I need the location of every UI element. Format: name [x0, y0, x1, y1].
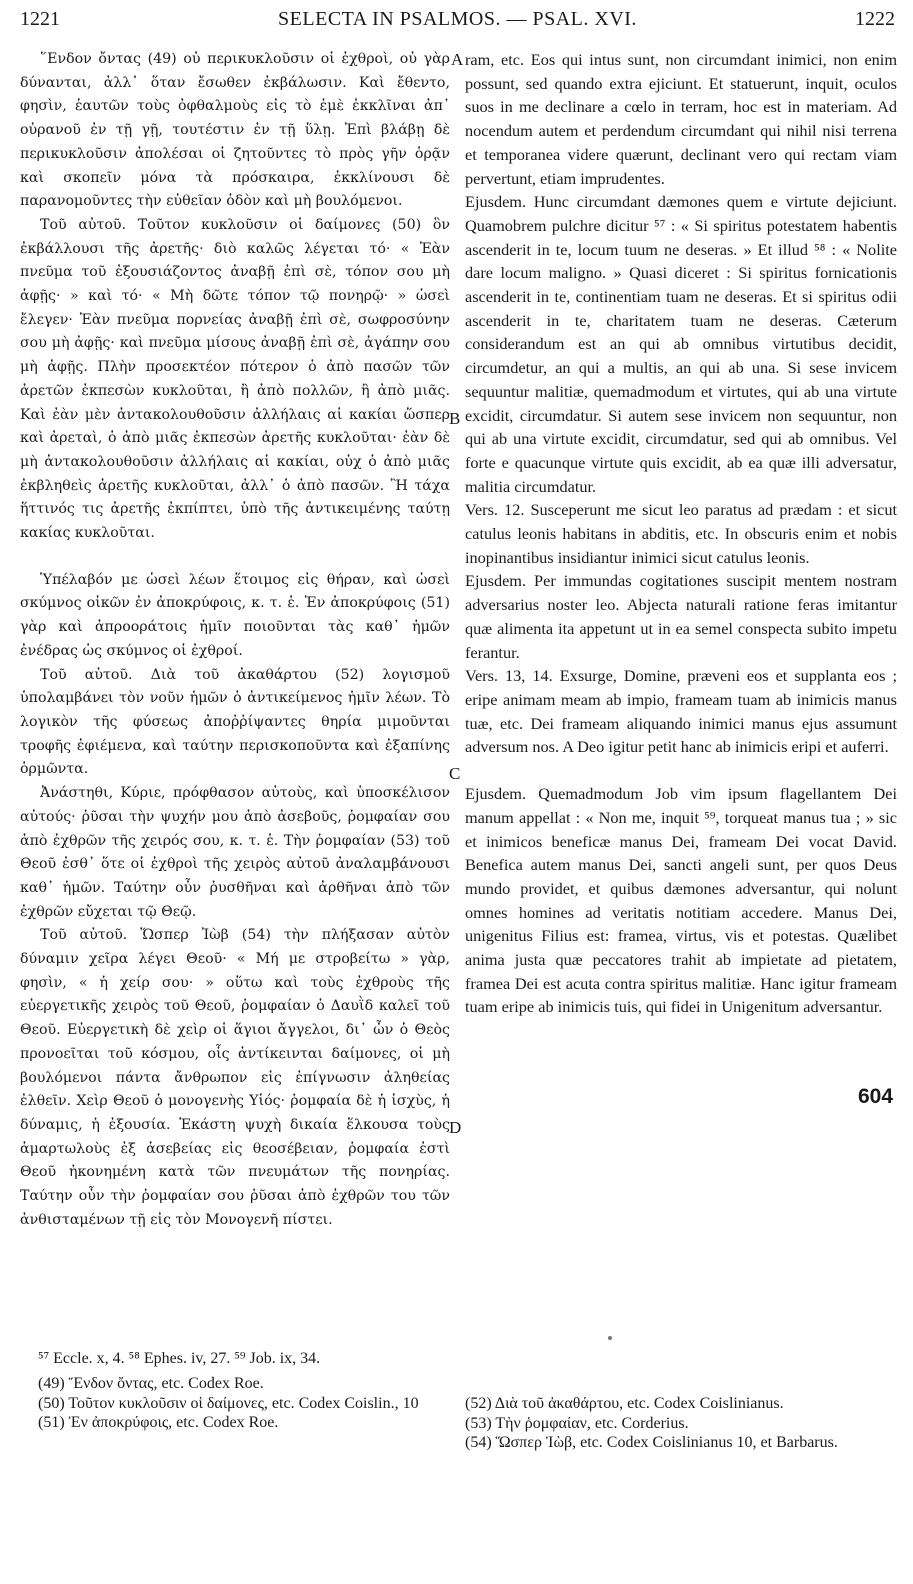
margin-letter-b: B [449, 409, 461, 428]
footnote: (50) Τοῦτον κυκλοῦσιν οἱ δαίμονες, etc. Codex Coislin., 10 [38, 1394, 419, 1412]
separator-dot [608, 1336, 612, 1340]
footnote: (51) Ἐν ἀποκρύφοις, etc. Codex Roe. [38, 1414, 279, 1431]
greek-paragraph: Τοῦ αὐτοῦ. Ὥσπερ Ἰὼβ (54) τὴν πλήξασαν αὐτὸν δύναμιν χεῖρα λέγει Θεοῦ· « Μή με στροβείτω » γὰρ, φησὶν, « ἡ χείρ σου· » οὕτω καὶ τοὺς ἐχθροὺς τῆς εὐεργετικῆς χειρὸς τοῦ Θεοῦ, ῥομφαίαν ὁ Δαυῒδ καλεῖ τοῦ Θεοῦ. Εὐεργετικὴ δὲ χεὶρ οἱ ἅγιοι ἄγγελοι, δι᾿ ὧν ὁ Θεὸς προνοεῖται τοῦ κόσμου, οἷς ἀντίκεινται δαίμονες, οἱ μὴ βουλόμενοι πάντα ἄνθρωπον εἰς ἐπίγνωσιν ἀληθείας ἐλθεῖν. Χεὶρ Θεοῦ ὁ μονογενὴς Υἱός· ῥομφαία δὲ ἡ ἰσχὺς, ἡ δύναμις, ἡ ἐξουσία. Ἑκάστη ψυχὴ δικαία ἕλκουσα τοὺς ἁμαρτωλοὺς ἐξ ἀσεβείας εἰς θεοσέβειαν, ῥομφαία ἐστὶ Θεοῦ ἠκονημένη κατὰ τῶν πνευμάτων τῆς πονηρίας. Ταύτην οὖν τὴν ῥομφαίαν σου ῥῦσαι ἀπὸ ἐχθρῶν του τῶν ἀνθισταμένων τῇ εἰς τὸν Μονογενῆ πίστει. [20, 927, 450, 1228]
greek-paragraph: Ἀνάστηθι, Κύριε, πρόφθασον αὐτοὺς, καὶ ὑποσκέλισον αὐτούς· ῥῦσαι τὴν ψυχήν μου ἀπὸ ἀσεβοῦς, ῥομφαίαν σου ἀπὸ ἐχθρῶν τῆς χειρός σου, κ. τ. ἑ. Τὴν ῥομφαίαν (53) τοῦ Θεοῦ ἐσθ᾿ ὅτε οἱ ἐχθροὶ τῆς χειρὸς αὐτοῦ ἀναλαμβάνουσι καθ᾿ ἡμῶν. Ταύτην οὖν ῥυσθῆναι καὶ ἀρθῆναι ἀπὸ τῶν ἐχθρῶν εὔχεται τῷ Θεῷ. [20, 785, 450, 920]
margin-letter-d: D [449, 1118, 462, 1137]
scripture-references: ⁵⁷ Eccle. x, 4. ⁵⁸ Ephes. iv, 27. ⁵⁹ Job. ix, 34. [38, 1350, 321, 1367]
margin-letter-a: A [451, 50, 464, 69]
running-header [20, 8, 895, 38]
greek-paragraph: Ὑπέλαβόν με ὡσεὶ λέων ἕτοιμος εἰς θήραν, καὶ ὡσεὶ σκύμνος οἰκῶν ἐν ἀποκρύφοις, κ. τ. ἑ. Ἐν ἀποκρύφοις (51) γὰρ καὶ ἀπροοράτοις ἡμῖν ποιοῦνται τὰς καθ᾿ ἡμῶν ἐνέδρας ὡς σκύμνος οἱ ἐχθροί. [20, 571, 450, 659]
greek-paragraph: Τοῦ αὐτοῦ. Τοῦτον κυκλοῦσιν οἱ δαίμονες (50) ὃν ἐκβάλλουσι τῆς ἀρετῆς· διὸ καλῶς λέγεται τό· « Ἐὰν πνεῦμα τοῦ ἐξουσιάζοντος ἀναβῇ ἐπὶ σὲ, τόπον σου μὴ ἀφῇς· » καὶ τό· « Μὴ δῶτε τόπον τῷ πονηρῷ· » ὡσεὶ ἔλεγεν· Ἐὰν πνεῦμα πορνείας ἀναβῇ ἐπὶ σὲ, σωφροσύνην σου μὴ ἀφῇς· καὶ πνεῦμα μίσους ἀναβῇ ἐπὶ σὲ, ἀγάπην σου μὴ ἀφῇς. Πλὴν προσεκτέον πότερον ὁ ἀπὸ πασῶν τῶν ἀρετῶν ἐκπεσὼν κυκλοῦται, ἢ ἀπὸ πολλῶν, ἢ ἀπὸ μιᾶς. Καὶ ἐὰν μὲν ἀντακολουθοῦσιν ἀλλήλαις αἱ κακίαι ὥσπερ καὶ ἀρεταὶ, ὁ ἀπὸ μιᾶς ἐκπεσὼν ἀρετῆς κυκλοῦται· ἐὰν δὲ μὴ ἀντακολουθοῦσιν ἀλλήλαις αἱ κακίαι, οὐχ ὁ ἀπὸ μιᾶς ἐκβληθεὶς ἀρετῆς κυκλοῦται, ἀλλ᾿ ὁ ἀπὸ πασῶν. Ἢ τάχα ἥττινός τις ἀρετῆς ἐκπίπτει, ὑπὸ τῆς ἀντικειμένης ταύτῃ κακίας κυκλοῦται. [20, 216, 450, 542]
left-page-number: 1221 [20, 8, 60, 30]
latin-column [465, 48, 897, 1019]
running-title: SELECTA IN PSALMOS. — PSAL. XVI. [278, 8, 637, 30]
greek-column [20, 48, 450, 1232]
footnote: (49) Ἔνδον ὄντας, etc. Codex Roe. [38, 1375, 264, 1392]
footnotes-left [38, 1374, 458, 1433]
latin-paragraph: ram, etc. Eos qui intus sunt, non circumdant inimici, non enim possunt, sed quando extra ejiciunt. Et statuerunt, inquit, oculos suos in me declinare a cœlo in terram, hoc est in materiam. Ad nocendum autem et perdendum circumdant qui nihil nisi terrena et temporanea videre quærunt, declinant vero qui rectam viam pervertunt, etiam imprudentes. [465, 50, 897, 188]
latin-paragraph: Vers. 12. Susceperunt me sicut leo paratus ad prædam : et sicut catulus leonis habitans in abditis, etc. In obscuris enim et nobis inopinantibus insidiantur inimici sicut catulus leonis. [465, 500, 897, 567]
right-page-number: 1222 [855, 8, 895, 30]
margin-letter-c: C [449, 764, 461, 783]
latin-paragraph: Vers. 13, 14. Exsurge, Domine, præveni eos et supplanta eos ; eripe animam meam ab impio, frameam tuam ab inimicis manus tuæ, etc. Dei frameam aliquando inimici manus ejus assumunt adversum nos. A Deo igitur petit hanc ab inimicis eripi et auferri. [465, 666, 897, 757]
footnote: (54) Ὥσπερ Ἰὼβ, etc. Codex Coislinianus 10, et Barbarus. [465, 1434, 838, 1451]
greek-paragraph: Τοῦ αὐτοῦ. Διὰ τοῦ ἀκαθάρτου (52) λογισμοῦ ὑπολαμβάνει τὸν νοῦν ἡμῶν ὁ ἀντικείμενος ἡμῖν λέων. Τὸ λογικὸν τῆς φύσεως ἀποῤῥίψαντες θηρία μιμοῦνται τροφῆς ἐφιέμενα, καὶ ταύτην περισκοποῦντα καὶ ἐξαπίνης ὁρμῶντα. [20, 666, 450, 778]
latin-paragraph: Ejusdem. Quemadmodum Job vim ipsum flagellantem Dei manum appellat : « Non me, inquit ⁵⁹, torqueat manus tua ; » sic et inimicos beneficæ manus Dei, frameam Dei vocat David. Benefica autem manus Dei, sancti angeli sunt, per quos Deus mundo providet, et quibus dæmones adversantur, qui nolunt omnes homines ad veritatis notitiam accedere. Manus Dei, unigenitus Filius est: framea, virtus, vis et potestas. Quælibet anima justa quæ peccatores trahit ab impietate ad pietatem, framea Dei est acuta contra spiritus malitiæ. Hanc igitur frameam tuam eripe ab inimicis tuis, qui fidei in Unigenitum adversantur. [465, 784, 897, 1017]
greek-paragraph: ῞Ενδον ὄντας (49) οὐ περικυκλοῦσιν οἱ ἐχθροὶ, οὐ γὰρ δύνανται, ἀλλ᾿ ὅταν ἔσωθεν ἐκβάλωσιν. Καὶ ἔθεντο, φησὶν, ἑαυτῶν τοὺς ὀφθαλμοὺς εἰς τὸ ἐμὲ ἐκκλῖναι ἀπ᾿ οὐρανοῦ ἐν τῇ γῇ, τουτέστιν ἐν τῇ ὕλῃ. Ἐπὶ βλάβῃ δὲ περικυκλοῦσιν ἀπολέσαι οἱ ζητοῦντες τὸ πρὸς γῆν ὁρᾷν καὶ σκοπεῖν μόνα τὰ πρόσκαιρα, ἐκκλίνουσι δὲ παρανομοῦντες τὴν εὐθεῖαν ὁδὸν καὶ μὴ βουλόμενοι. [20, 51, 450, 210]
footnote: (53) Τὴν ῥομφαίαν, etc. Corderius. [465, 1414, 689, 1432]
footnotes-right [465, 1394, 895, 1453]
latin-paragraph: Ejusdem. Per immundas cogitationes suscipit mentem nostram adversarius noster leo. Abjecta naturali ratione feras imitantur quæ alimenta ita appetunt ut in ea semel conspecta subito impetu ferantur. [465, 571, 897, 662]
latin-paragraph: Ejusdem. Hunc circumdant dæmones quem e virtute dejiciunt. Quamobrem pulchre dicitur ⁵⁷ : « Si spiritus potestatem habentis ascenderit in te, locum tuum ne deseras. » Et illud ⁵⁸ : « Nolite dare locum maligno. » Quasi diceret : Si spiritus fornicationis ascenderit in te, continentiam tuam ne deseras. Et si spiritus odii ascenderit in te, charitatem tuam ne deseras. Cæterum considerandum est an qui ab omnibus virtutibus decidit, circumdetur, an qui a multis, an qui ab una. Si sese invicem sequuntur malitiæ, quemadmodum et virtutes, qui ab una virtute excidit, circumdatur. Si autem sese invicem non sequuntur, non qui ab una virtute excidit, circumdatur, sed qui ab omnibus. Vel forte e quacunque virtute quis excidit, ab ea quæ illi adversatur, malitia circumdatur. [465, 192, 897, 496]
footnote: (52) Διὰ τοῦ ἀκαθάρτου, etc. Codex Coislinianus. [465, 1395, 784, 1412]
column-number: 604 [858, 1085, 894, 1108]
